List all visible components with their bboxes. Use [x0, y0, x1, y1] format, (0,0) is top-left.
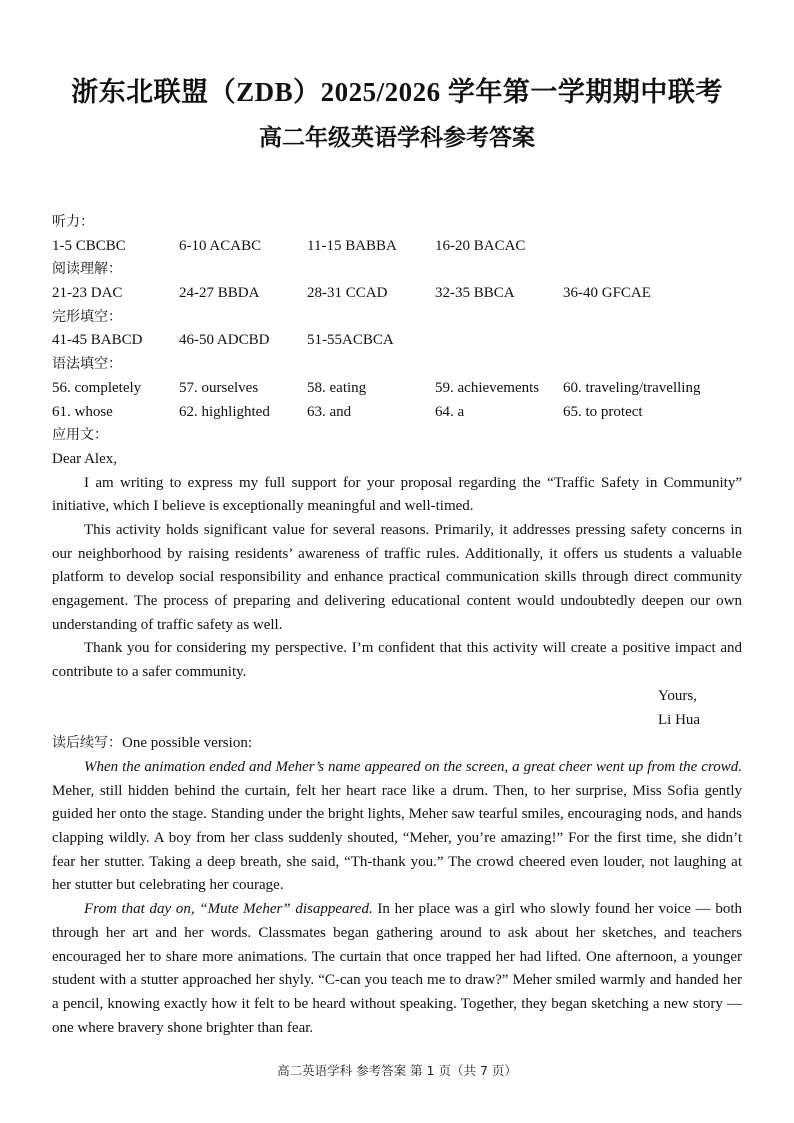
letter-signature: Li Hua — [658, 711, 701, 728]
answer-group: 16-20 BACAC — [435, 237, 526, 254]
grammar-answer: 64. a — [435, 403, 465, 420]
answer-group: 46-50 ADCBD — [179, 332, 270, 349]
letter-paragraph: Thank you for considering my perspective. I’m confident that this activity will create a positive impact and contribute to a safer community. — [52, 640, 742, 681]
answer-group: 51-55ACBCA — [307, 332, 394, 349]
grammar-answer: 56. completely — [52, 379, 142, 396]
section-label-cloze: 完形填空： — [52, 308, 122, 325]
story-body: In her place was a girl who slowly found her voice — both through her art and her words. Classmates began gathering around to ask about her sketches, and teachers encouraged her to share more animations. The curtain that once trapped her had lifted. One afternoon, a younger student with a stutter approached her shyly. “C-can you teach me to draw?” Meher smiled warmly and handed her a pencil, knowing exactly how it felt to be heard without speaking. Together, they began sketching a new story — one where bravery shone brighter than fear. — [52, 901, 742, 1036]
answer-group: 11-15 BABBA — [307, 237, 397, 254]
version-label: One possible version: — [122, 735, 252, 752]
page-footer: 高二英语学科 参考答案 第 1 页（共 7 页） — [277, 1063, 517, 1078]
grammar-answer: 63. and — [307, 403, 352, 420]
answer-group: 1-5 CBCBC — [52, 237, 126, 254]
section-label-continuation: 读后续写： — [52, 735, 122, 752]
cloze-answers-row — [52, 329, 742, 353]
section-label-letter: 应用文： — [52, 427, 108, 444]
answer-group: 21-23 DAC — [52, 285, 123, 302]
section-continuation-header — [52, 732, 742, 756]
grammar-answer: 57. ourselves — [179, 379, 259, 396]
grammar-answer: 65. to protect — [563, 403, 643, 420]
answer-group: 41-45 BABCD — [52, 332, 143, 349]
grammar-answers-row-1 — [52, 377, 742, 401]
page-subtitle: 高二年级英语学科参考答案 — [259, 125, 535, 150]
page-title: 浙东北联盟（ZDB）2025/2026 学年第一学期期中联考 — [71, 77, 723, 107]
answer-group: 28-31 CCAD — [307, 285, 388, 302]
grammar-answers-row-2 — [52, 401, 742, 425]
story-lead-sentence: From that day on, “Mute Meher” disappeared. — [84, 901, 373, 918]
answer-group: 24-27 BBDA — [179, 285, 260, 302]
grammar-answer: 59. achievements — [435, 379, 540, 396]
letter-paragraph: This activity holds significant value for several reasons. Primarily, it addresses pressing safety concerns in our neighborhood by raising residents’ awareness of traffic rules. Additionally, it offers us students a valuable platform to develop social responsibility and enhance practical communication skills through direct community engagement. The process of preparing and delivering educational content would undoubtedly deepen our own understanding of traffic safety as well. — [52, 521, 742, 633]
section-label-reading: 阅读理解： — [52, 261, 122, 278]
listening-answers-row — [52, 235, 742, 259]
section-label-listening: 听力： — [52, 214, 94, 230]
answer-group: 36-40 GFCAE — [563, 285, 651, 302]
story-body: Meher, still hidden behind the curtain, felt her heart race like a drum. Then, to her surprise, Miss Sofia gently guided her onto the stage. Standing under the bright lights, Meher saw tearful smiles, encouraging nods, and hands clapping wildly. A boy from her class suddenly shouted, “Meher, you’re amazing!” For the first time, she didn’t fear her stutter. Taking a deep breath, she said, “Th-thank you.” The crowd cheered even louder, not laughing at her stutter but celebrating her courage. — [52, 782, 742, 894]
letter-closing: Yours, — [658, 687, 697, 704]
grammar-answer: 60. traveling/travelling — [563, 379, 701, 396]
answer-group: 6-10 ACABC — [179, 237, 262, 254]
letter-paragraph: I am writing to express my full support for your proposal regarding the “Traffic Safety in Community” initiative, which I believe is exceptionally meaningful and well-timed. — [52, 474, 742, 515]
story-paragraph-1 — [52, 756, 742, 898]
answer-group: 32-35 BBCA — [435, 285, 515, 302]
answer-key-body — [52, 211, 742, 1040]
grammar-answer: 62. highlighted — [179, 403, 270, 420]
grammar-answer: 58. eating — [307, 379, 367, 396]
letter-greeting: Dear Alex, — [52, 450, 117, 467]
section-label-grammar: 语法填空： — [52, 356, 122, 373]
story-paragraph-2 — [52, 898, 742, 1040]
grammar-answer: 61. whose — [52, 403, 113, 420]
reading-answers-row — [52, 282, 742, 306]
story-lead-sentence: When the animation ended and Meher’s name appeared on the screen, a great cheer went up from the crowd. — [84, 758, 742, 775]
